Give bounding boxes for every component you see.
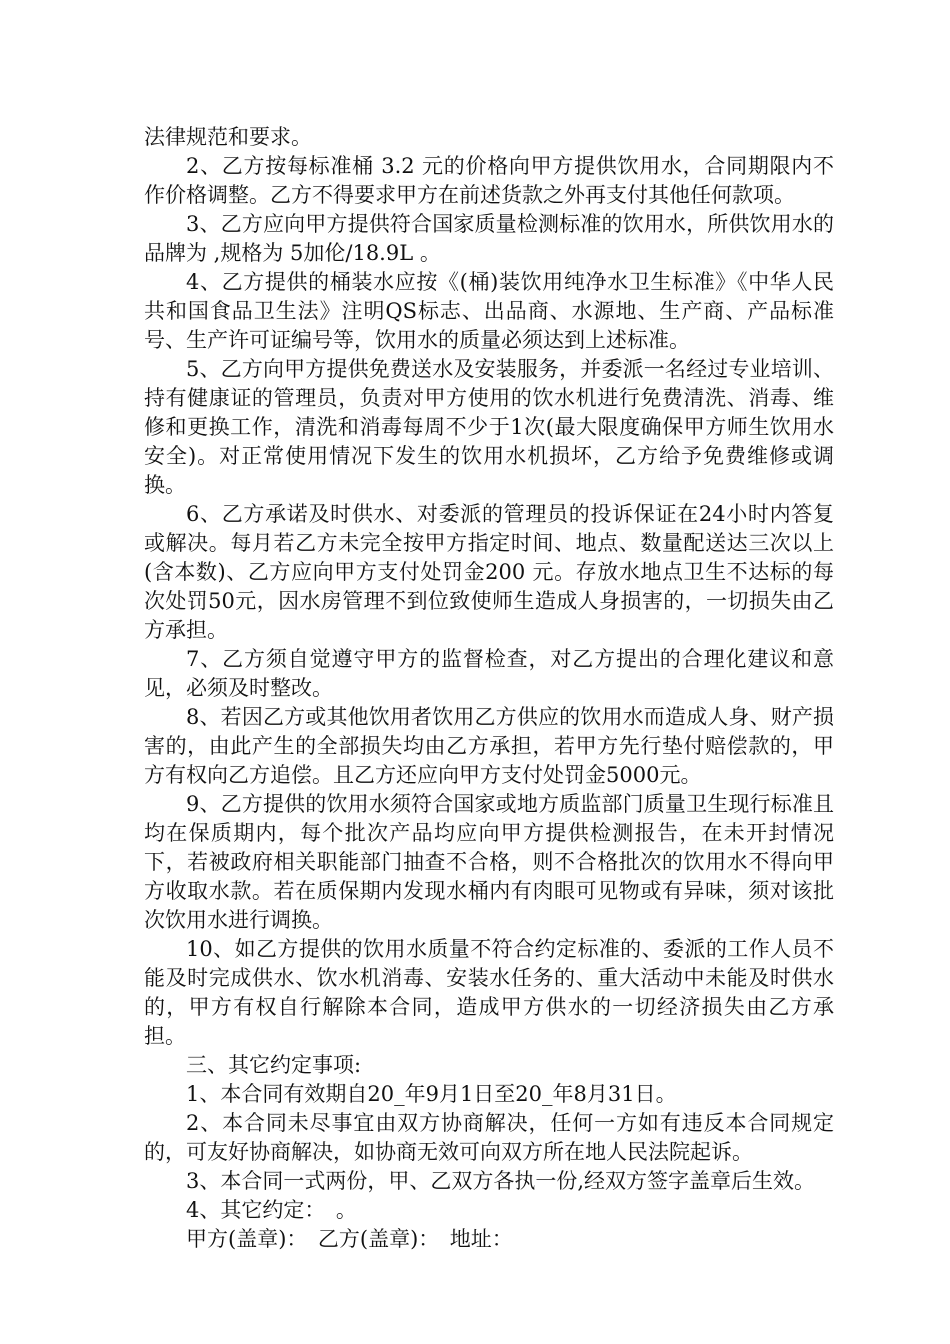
signature-line: 甲方(盖章)： 乙方(盖章)： 地址： <box>186 1227 513 1251</box>
paragraph-term-2: 2、本合同未尽事宜由双方协商解决，任何一方如有违反本合同规定的，可友好协商解决，如协商无效可向双方所在地人民法院起诉。 <box>144 1111 834 1164</box>
paragraph-clause-8: 8、若因乙方或其他饮用者饮用乙方供应的饮用水而造成人身、财产损害的，由此产生的全部损失均由乙方承担，若甲方先行垫付赔偿款的，甲方有权向乙方追偿。且乙方还应向甲方支付处罚金5000元。 <box>144 705 834 787</box>
paragraph-clause-10: 10、如乙方提供的饮用水质量不符合约定标准的、委派的工作人员不能及时完成供水、饮水机消毒、安装水任务的、重大活动中未能及时供水的，甲方有权自行解除本合同，造成甲方供水的一切经济损失由乙方承担。 <box>144 937 834 1048</box>
paragraph-term-3: 3、本合同一式两份，甲、乙双方各执一份,经双方签字盖章后生效。 <box>186 1169 816 1193</box>
paragraph-clause-3: 3、乙方应向甲方提供符合国家质量检测标准的饮用水，所供饮用水的品牌为 ,规格为 5加伦/18.9L 。 <box>144 212 834 265</box>
paragraph-clause-4: 4、乙方提供的桶装水应按《(桶)装饮用纯净水卫生标准》《中华人民共和国食品卫生法》注明QS标志、出品商、水源地、生产商、产品标准号、生产许可证编号等，饮用水的质量必须达到上述标准。 <box>144 270 834 352</box>
paragraph-clause-5: 5、乙方向甲方提供免费送水及安装服务，并委派一名经过专业培训、持有健康证的管理员，负责对甲方使用的饮水机进行免费清洗、消毒、维修和更换工作，清洗和消毒每周不少于1次(最大限度确保甲方师生饮用水安全)。对正常使用情况下发生的饮用水机损坏，乙方给予免费维修或调换。 <box>144 357 834 497</box>
paragraph-term-4: 4、其它约定： 。 <box>186 1198 357 1222</box>
contract-body <box>144 123 834 1254</box>
paragraph-clause-6: 6、乙方承诺及时供水、对委派的管理员的投诉保证在24小时内答复或解决。每月若乙方未完全按甲方指定时间、地点、数量配送达三次以上(含本数)、乙方应向甲方支付处罚金200 元。存放水地点卫生不达标的每次处罚50元，因水房管理不到位致使师生造成人身损害的，一切损失由乙方承担。 <box>144 502 834 642</box>
paragraph-intro-tail: 法律规范和要求。 <box>144 125 312 149</box>
paragraph-term-1: 1、本合同有效期自20_年9月1日至20_年8月31日。 <box>186 1082 677 1106</box>
paragraph-clause-9: 9、乙方提供的饮用水须符合国家或地方质监部门质量卫生现行标准且均在保质期内，每个批次产品均应向甲方提供检测报告，在未开封情况下，若被政府相关职能部门抽查不合格，则不合格批次的饮用水不得向甲方收取水款。若在质保期内发现水桶内有肉眼可见物或有异味，须对该批次饮用水进行调换。 <box>144 792 834 932</box>
paragraph-clause-2: 2、乙方按每标准桶 3.2 元的价格向甲方提供饮用水，合同期限内不作价格调整。乙方不得要求甲方在前述货款之外再支付其他任何款项。 <box>144 154 834 207</box>
section-heading-other-terms: 三、其它约定事项: <box>186 1053 362 1077</box>
paragraph-clause-7: 7、乙方须自觉遵守甲方的监督检查，对乙方提出的合理化建议和意见，必须及时整改。 <box>144 647 834 700</box>
